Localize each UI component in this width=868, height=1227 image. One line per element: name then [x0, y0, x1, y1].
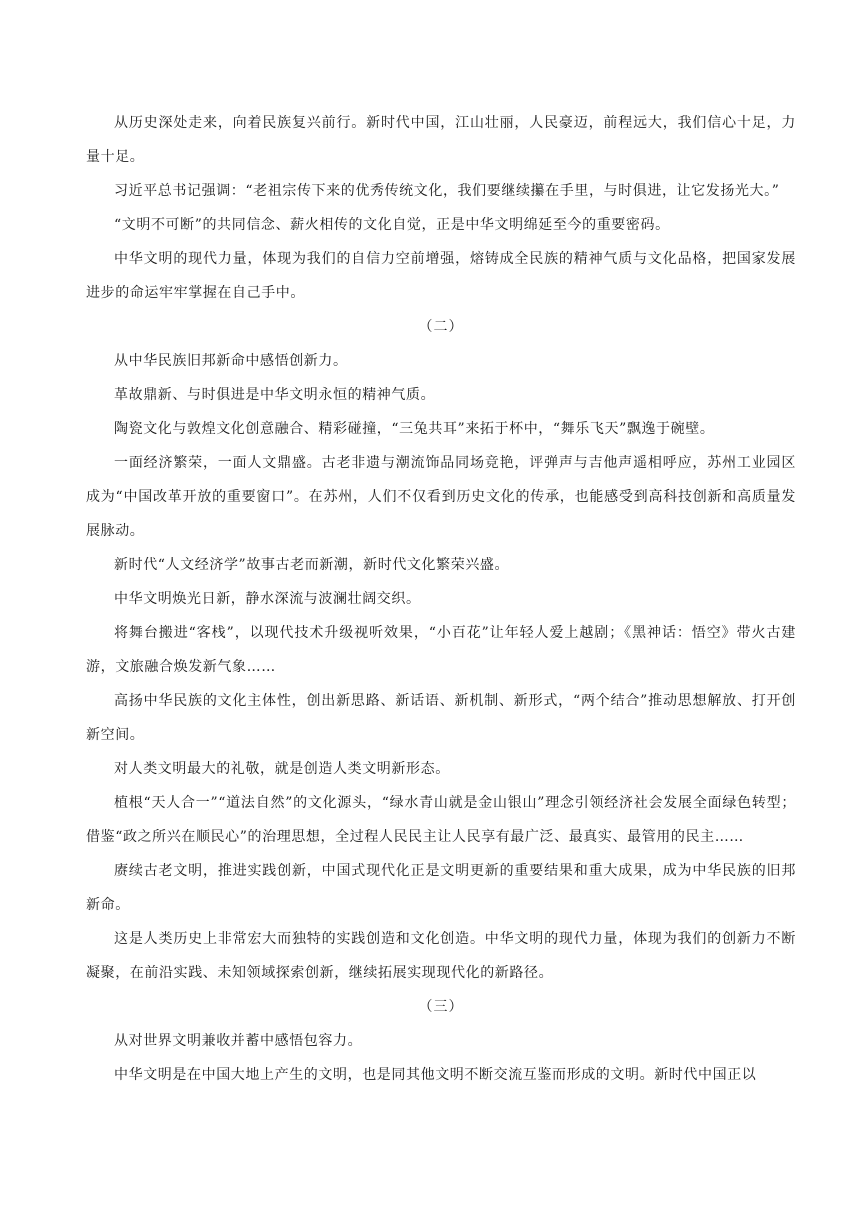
paragraph: 将舞台搬进“客栈”，以现代技术升级视听效果，“小百花”让年轻人爱上越剧；《黑神话：悟空》带火古建游，文旅融合焕发新气象…… — [86, 625, 796, 675]
document-body — [86, 106, 796, 1092]
paragraph: 陶瓷文化与敦煌文化创意融合、精彩碰撞，“三兔共耳”来拓于杯中，“舞乐飞天”飘逸于碗壁。 — [114, 421, 715, 437]
paragraph: 革故鼎新、与时俱进是中华文明永恒的精神气质。 — [114, 387, 436, 403]
section-heading: （三） — [418, 999, 464, 1015]
paragraph: 新时代“人文经济学”故事古老而新潮，新时代文化繁荣兴盛。 — [114, 557, 510, 573]
paragraph: 中华文明是在中国大地上产生的文明，也是同其他文明不断交流互鉴而形成的文明。新时代中国正以 — [114, 1067, 757, 1083]
paragraph: 一面经济繁荣，一面人文鼎盛。古老非遗与潮流饰品同场竞艳，评弹声与吉他声遥相呼应，苏州工业园区成为“中国改革开放的重要窗口”。在苏州，人们不仅看到历史文化的传承，也能感受到高科技创新和高质量发展脉动。 — [86, 455, 796, 539]
paragraph: 植根“天人合一”“道法自然”的文化源头，“绿水青山就是金山银山”理念引领经济社会发展全面绿色转型；借鉴“政之所兴在顺民心”的治理思想，全过程人民民主让人民享有最广泛、最真实、最管用的民主…… — [86, 795, 796, 845]
paragraph: 从对世界文明兼收并蓄中感悟包容力。 — [114, 1033, 363, 1049]
paragraph: 赓续古老文明，推进实践创新，中国式现代化正是文明更新的重要结果和重大成果，成为中华民族的旧邦新命。 — [86, 863, 796, 913]
paragraph: 这是人类历史上非常宏大而独特的实践创造和文化创造。中华文明的现代力量，体现为我们的创新力不断凝聚，在前沿实践、未知领域探索创新，继续拓展实现现代化的新路径。 — [86, 931, 796, 981]
paragraph: 习近平总书记强调：“老祖宗传下来的优秀传统文化，我们要继续攥在手里，与时俱进，让它发扬光大。” — [114, 183, 780, 199]
paragraph: “文明不可断”的共同信念、薪火相传的文化自觉，正是中华文明绵延至今的重要密码。 — [114, 217, 670, 233]
paragraph: 从历史深处走来，向着民族复兴前行。新时代中国，江山壮丽，人民豪迈，前程远大，我们信心十足，力量十足。 — [86, 115, 796, 165]
paragraph: 中华文明的现代力量，体现为我们的自信力空前增强，熔铸成全民族的精神气质与文化品格，把国家发展进步的命运牢牢掌握在自己手中。 — [86, 251, 796, 301]
paragraph: 中华文明焕光日新，静水深流与波澜壮阔交织。 — [114, 591, 421, 607]
paragraph: 从中华民族旧邦新命中感悟创新力。 — [114, 353, 348, 369]
paragraph: 对人类文明最大的礼敬，就是创造人类文明新形态。 — [114, 761, 450, 777]
paragraph: 高扬中华民族的文化主体性，创出新思路、新话语、新机制、新形式，“两个结合”推动思想解放、打开创新空间。 — [86, 693, 796, 743]
section-heading: （二） — [418, 319, 464, 335]
